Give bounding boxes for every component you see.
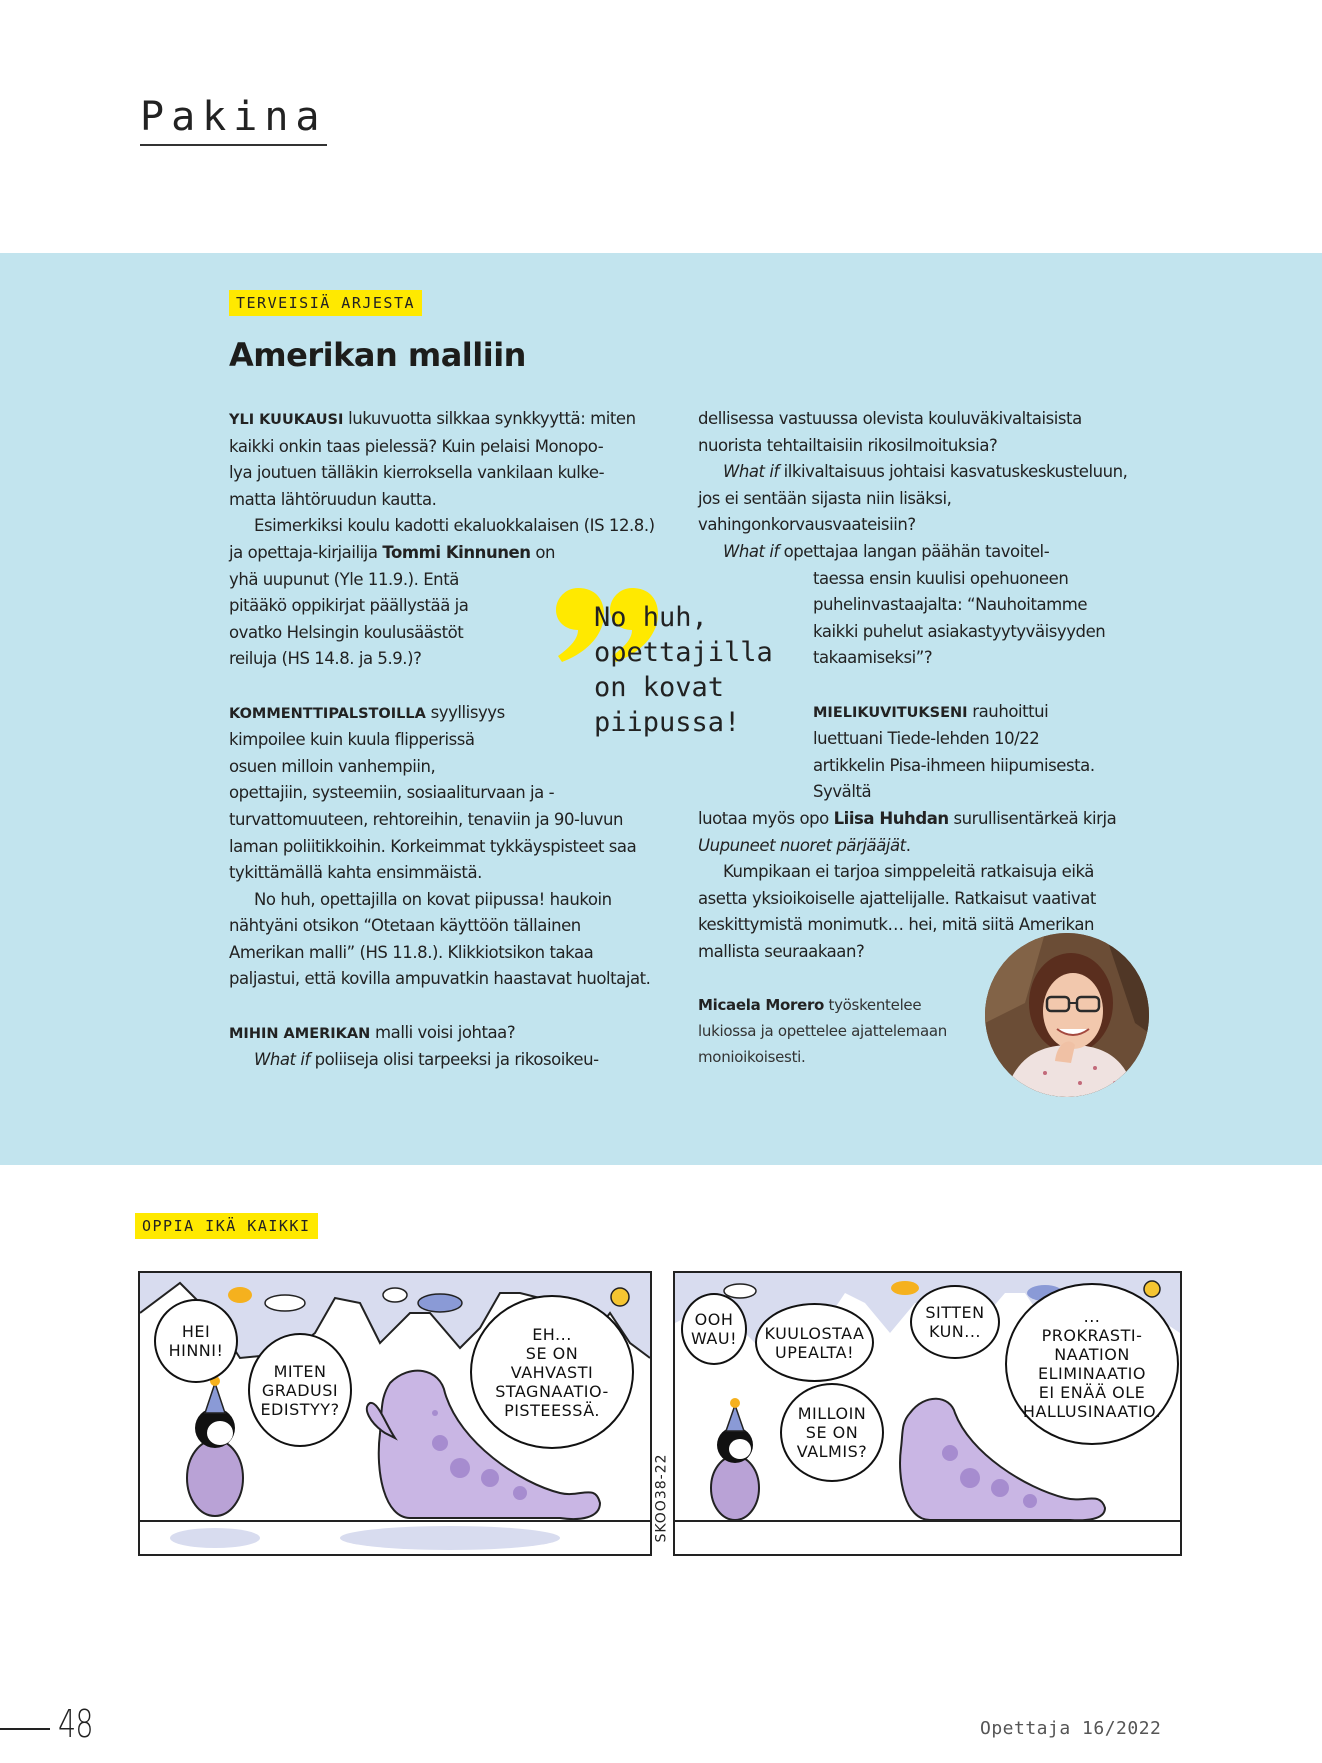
paragraph-3-rest: opettajiin, systeemiin, sosiaaliturvaan ja -turvattomuuteen, rehtoreihin, tenaviin ja 90-luvun laman poliitikkoihin. Korkeimmat tykkäyspisteet saa tykittämällä kahta ensimmäistä. [229, 783, 637, 883]
speech-bubble: MILLOIN SE ON VALMIS? [780, 1383, 884, 1482]
paragraph-11: Kumpikaan ei tarjoa simppeleitä ratkaisuja eikä asetta yksioikoiselle ajattelijalle. Ratkaisut vaativat keskittymistä monimutk… hei, mitä siitä Amerikan mallista seuraakaan? [698, 862, 1096, 961]
speech-bubble: SITTEN KUN... [910, 1285, 1000, 1359]
paragraph-9: What if opettajaa langan päähän tavoitel- [723, 541, 1050, 561]
paragraph-7: dellisessa vastuussa olevista kouluväkivaltaisista nuorista tehtailtaisiin rikosilmoituksia? [698, 409, 1082, 455]
pull-quote: No huh, opettajilla on kovat piipussa! [594, 602, 773, 738]
author-bio: Micaela Morero työskentelee lukiossa ja opettelee ajattelemaan monioikoisesti. [698, 996, 947, 1066]
article-column-right [698, 406, 1138, 965]
comic-credit: SKOO38-22 [654, 1452, 670, 1543]
lead-in: MIHIN AMERIKAN [229, 1025, 371, 1042]
speech-bubble: EH... SE ON VAHVASTI STAGNAATIO- PISTEESSÄ. [470, 1295, 634, 1449]
paragraph-6: What if poliiseja olisi tarpeeksi ja rikosoikeu- [254, 1050, 599, 1070]
paragraph-5: MIHIN AMERIKAN malli voisi johtaa? [229, 1022, 516, 1042]
speech-bubble: KUULOSTAA UPEALTA! [755, 1303, 874, 1382]
article-headline: Amerikan malliin [229, 336, 526, 374]
author-name: Micaela Morero [698, 996, 825, 1014]
comic-credit-box [651, 1440, 673, 1555]
speech-bubble: MITEN GRADUSI EDISTYY? [248, 1333, 352, 1447]
paragraph-10: MIELIKUVITUKSENI rauhoittui luettuani Tiede-lehden 10/22 artikkelin Pisa-ihmeen hiipumisesta. Syvältä [813, 701, 1095, 802]
author-portrait-icon [985, 933, 1149, 1097]
paragraph-2-narrow: yhä uupunut (Yle 11.9.). Entä pitääkö oppikirjat päällystää ja ovatko Helsingin koulusäästöt reiluja (HS 14.8. ja 5.9.)? [229, 569, 469, 669]
paragraph-2: Esimerkiksi koulu kadotti ekaluokkalaisen (IS 12.8.) ja opettaja-kirjailija Tommi Kinnunen on [229, 516, 655, 562]
issue-label: Opettaja 16/2022 [980, 1718, 1162, 1739]
paragraph-8: What if ilkivaltaisuus johtaisi kasvatuskeskusteluun, jos ei sentään sijasta niin lisäksi, vahingonkorvausvaateisiin? [698, 462, 1128, 535]
comic-category-tag: OPPIA IKÄ KAIKKI [135, 1213, 318, 1239]
speech-bubble: ... PROKRASTI- NAATION ELIMINAATIO EI ENÄÄ OLE HALLUSINAATIO. [1005, 1283, 1179, 1445]
paragraph-3: KOMMENTTIPALSTOILLA syyllisyys kimpoilee kuin kuula flipperissä osuen milloin vanhempiin, [229, 702, 505, 776]
author-avatar [985, 933, 1149, 1097]
paragraph-4: No huh, opettajilla on kovat piipussa! haukoin nähtyäni otsikon “Otetaan käyttöön tällainen Amerikan malli” (HS 11.8.). Klikkiotsikon takaa paljastui, että kovilla ampuvatkin haastavat huoltajat. [229, 889, 651, 989]
lead-in: MIELIKUVITUKSENI [813, 704, 968, 721]
page-number: 48 [58, 1702, 93, 1746]
speech-bubble: OOH WAU! [681, 1293, 747, 1365]
footer-rule [0, 1728, 50, 1730]
person-name: Liisa Huhdan [833, 808, 949, 828]
article-category-tag: TERVEISIÄ ARJESTA [229, 290, 422, 316]
comic-panel-1 [138, 1271, 652, 1556]
paragraph-9-rest: taessa ensin kuulisi opehuoneen puhelinvastaajalta: “Nauhoitamme kaikki puhelut asiakastyytyväisyyden takaamiseksi”? [813, 568, 1106, 668]
section-title: Pakina [140, 94, 327, 146]
person-name: Tommi Kinnunen [382, 542, 531, 562]
paragraph-10-rest: luotaa myös opo Liisa Huhdan surullisentärkeä kirja Uupuneet nuoret pärjääjät. [698, 808, 1117, 855]
book-title: Uupuneet nuoret pärjääjät [698, 835, 906, 855]
comic-panel-2 [673, 1271, 1182, 1556]
speech-bubble: HEI HINNI! [154, 1299, 238, 1383]
lead-in: KOMMENTTIPALSTOILLA [229, 705, 426, 722]
lead-in: YLI KUUKAUSI [229, 412, 344, 428]
paragraph-1: YLI KUUKAUSI lukuvuotta silkkaa synkkyyttä: miten kaikki onkin taas pielessä? Kuin pelaisi Monopo- lya joutuen tälläkin kierroksella vankilaan kulke- matta lähtöruudun kautta. [229, 409, 636, 509]
